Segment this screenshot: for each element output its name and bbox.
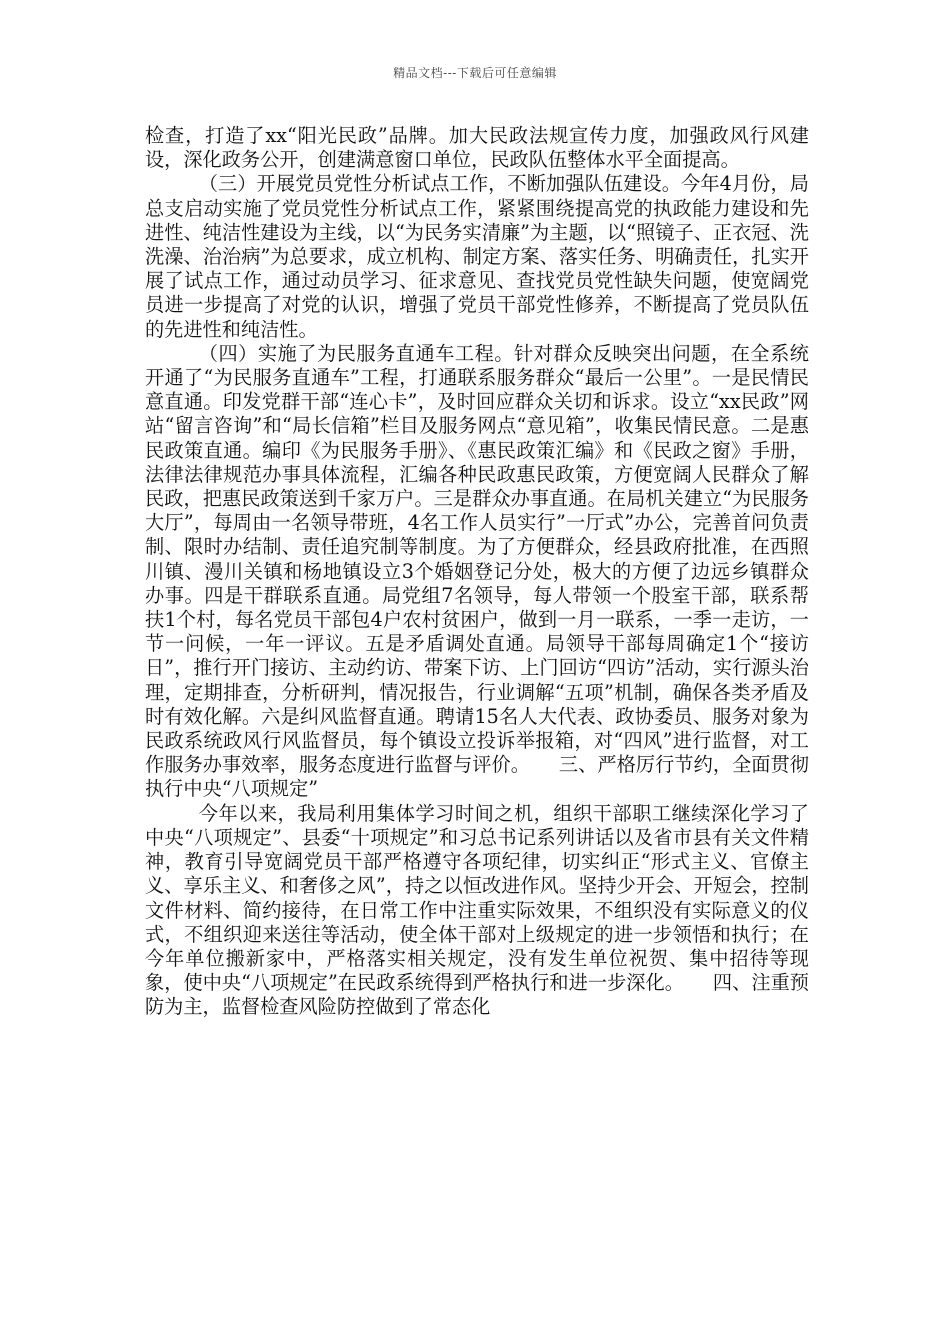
paragraph-section-four: （四）实施了为民服务直通车工程。针对群众反映突出问题，在全系统开通了“为民服务直通车”工程，打通联系服务群众“最后一公里”。一是民情民意直通。印发党群干部“连心卡”，及时回应群众关切和诉求。设立“xx民政”网站“留言咨询”和“局长信箱”栏目及服务网点“意见箱”，收集民情民意。二是惠民政策直通。编印《为民服务手册》、《惠民政策汇编》和《民政之窗》手册，法律法律规范办事具体流程，汇编各种民政惠民政策，方便宽阔人民群众了解民政，把惠民政策送到千家万户。三是群众办事直通。在局机关建立“为民服务大厅”，每周由一名领导带班，4名工作人员实行”一厅式”办公，完善首问负责制、限时办结制、责任追究制等制度。为了方便群众，经县政府批准，在西照川镇、漫川关镇和杨地镇设立3个婚姻登记分处，极大的方便了边远乡镇群众办事。四是干群联系直通。局党组7名领导，每人带领一个股室干部，联系帮扶1个村，每名党员干部包4户农村贫困户，做到一月一联系，一季一走访，一节一问候，一年一评议。五是矛盾调处直通。局领导干部每周确定1个“接访日”，推行开门接访、主动约访、带案下访、上门回访“四访”活动，实行源头治理，定期排查，分析研判，情况报告，行业调解“五项”机制，确保各类矛盾及时有效化解。六是纠风监督直通。聘请15名人大代表、政协委员、服务对象为民政系统政风行风监督员，每个镇设立投诉举报箱，对“四风”进行监督，对工作服务办事效率，服务态度进行监督与评价。 三、严格厉行节约，全面贯彻执行中央“八项规定” — [145, 341, 809, 801]
paragraph-continuation: 检查，打造了xx“阳光民政”品牌。加大民政法规宣传力度，加强政风行风建设，深化政务公开，创建满意窗口单位，民政队伍整体水平全面提高。 — [145, 124, 809, 172]
paragraph-frugality: 今年以来，我局利用集体学习时间之机，组织干部职工继续深化学习了中央“八项规定”、县委“十项规定”和习总书记系列讲话以及省市县有关文件精神，教育引导宽阔党员干部严格遵守各项纪律，切实纠正“形式主义、官僚主义、享乐主义、和奢侈之风”，持之以恒改进作风。坚持少开会、开短会，控制文件材料、简约接待，在日常工作中注重实际效果，不组织没有实际意义的仪式，不组织迎来送往等活动，使全体干部对上级规定的进一步领悟和执行；在今年单位搬新家中，严格落实相关规定，没有发生单位祝贺、集中招待等现象，使中央“八项规定”在民政系统得到严格执行和进一步深化。 四、注重预防为主，监督检查风险防控做到了常态化 — [145, 801, 809, 1019]
paragraph-section-three: （三）开展党员党性分析试点工作，不断加强队伍建设。今年4月份，局总支启动实施了党员党性分析试点工作，紧紧围绕提高党的执政能力建设和先进性、纯洁性建设为主线，以“为民务实清廉”为主题，以“照镜子、正衣冠、洗洗澡、治治病”为总要求，成立机构、制定方案、落实任务、明确责任，扎实开展了试点工作，通过动员学习、征求意见、查找党员党性缺失问题，使宽阔党员进一步提高了对党的认识，增强了党员干部党性修养，不断提高了党员队伍的先进性和纯洁性。 — [145, 172, 809, 341]
page-header: 精品文档---下载后可任意编辑 — [393, 66, 557, 80]
document-body — [145, 124, 809, 1020]
